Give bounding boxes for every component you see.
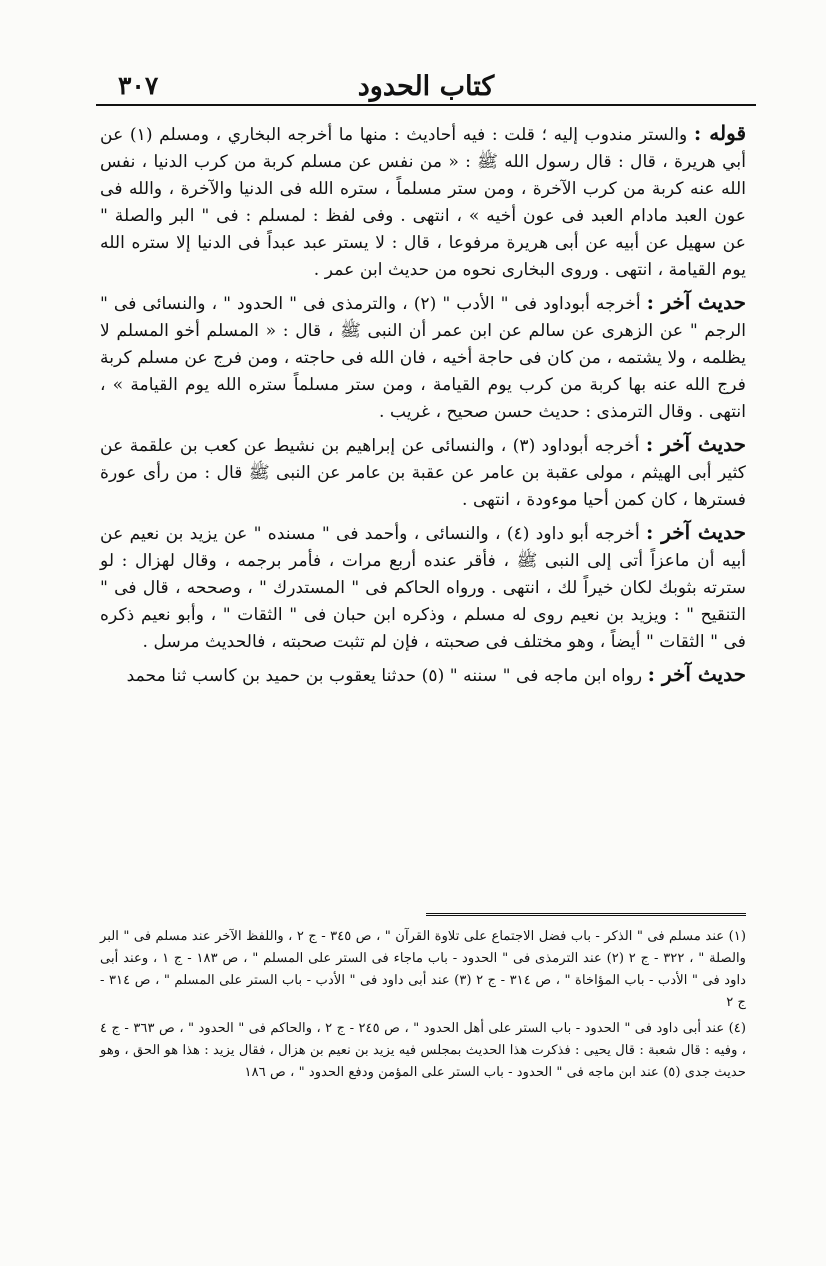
header-rule: [96, 104, 756, 106]
footnote: (٤) عند أبى داود فى " الحدود - باب الستر على أهل الحدود " ، ص ٢٤٥ - ج ٢ ، والحاكم فى " الحدود " ، ص ٣٦٣ - ج ٤ ، وفيه : قال شعبة : قال يحيى : فذكرت هذا الحديث بمجلس فيه يزيد بن نعيم بن هزال ، فقال يزيد : هذا هو الحق ، وهو حديث جدى (٥) عند ابن ماجه فى " الحدود - باب الستر على المؤمن ودفع الحدود " ، ص ١٨٦: [100, 1021, 747, 1080]
footnote-rule: [426, 913, 746, 916]
footnote: (١) عند مسلم فى " الذكر - باب فضل الاجتماع على تلاوة القرآن " ، ص ٣٤٥ - ج ٢ ، واللفظ الآخر عند مسلم فى " البر والصلة " ، ٣٢٢ - ج ٢ (٢) عند الترمذى فى " الحدود - باب ماجاء فى الستر على المسلم " ، ص ١٨٣ - ج ١ ، وعند أبى داود فى " الأدب - باب المؤاخاة " ، ص ٣١٤ - ج ٢ (٣) عند أبى داود فى " الأدب - باب الستر على المسلم " ، ص ٣١٤ - ج ٢: [100, 929, 747, 1010]
paragraph-text: رواه ابن ماجه فى " سننه " (٥) حدثنا يعقوب بن حميد بن كاسب ثنا محمد: [126, 666, 648, 686]
paragraph-text: أخرجه أبو داود (٤) ، والنسائى ، وأحمد فى " مسنده " عن يزيد بن نعيم عن أبيه أن ماعزاً أتى إلى النبى ﷺ ، فأقر عنده أربع مرات ، فأمر برجمه ، وقال لهزال : لو سترته بثوبك لكان خيراً لك ، انتهى . ورواه الحاكم فى " المستدرك " ، وصححه ، قال فى " التنقيح " : ويزيد بن نعيم روى له مسلم ، وذكره ابن حبان فى " الثقات " ، وأبو نعيم ذكره فى " الثقات " أيضاً ، وهو مختلف فى صحبته ، فإن لم تثبت صحبته ، فالحديث مرسل .: [100, 524, 746, 652]
footnotes: [100, 926, 746, 1088]
paragraph: [100, 431, 746, 514]
page-number: ٣٠٧: [118, 71, 159, 100]
main-text: [100, 120, 746, 695]
paragraph-lead: حديث آخر :: [647, 662, 746, 686]
paragraph-lead: حديث آخر :: [646, 290, 746, 314]
running-title: كتاب الحدود: [357, 71, 495, 102]
paragraph: [100, 120, 746, 284]
paragraph-lead: قوله :: [693, 121, 746, 145]
paragraph-lead: حديث آخر :: [646, 520, 746, 544]
paragraph-text: أخرجه أبوداود فى " الأدب " (٢) ، والترمذى فى " الحدود " ، والنسائى فى " الرجم " عن الزهرى عن سالم عن ابن عمر أن النبى ﷺ ، قال : « المسلم أخو المسلم لا يظلمه ، ولا يشتمه ، من كان فى حاجة أخيه ، فان الله فى حاجته ، ومن فرج عن مسلم كربة فرج الله عنه بها كربة من كرب يوم القيامة ، ومن ستر مسلماً ستره الله يوم القيامة » ، انتهى . وقال الترمذى : حديث حسن صحيح ، غريب .: [100, 294, 746, 422]
paragraph-text: أخرجه أبوداود (٣) ، والنسائى عن إبراهيم بن نشيط عن كعب بن علقمة عن كثير أبى الهيثم ، مولى عقبة بن عامر عن عقبة بن عامر عن النبى ﷺ قال : من رأى عورة فسترها ، كان كمن أحيا موءودة ، انتهى .: [100, 436, 746, 510]
paragraph: [100, 519, 746, 656]
paragraph-lead: حديث آخر :: [645, 432, 746, 456]
paragraph: [100, 661, 746, 690]
paragraph: [100, 289, 746, 426]
page-header: [96, 58, 756, 102]
paragraph-text: والستر مندوب إليه ؛ قلت : فيه أحاديث : منها ما أخرجه البخاري ، ومسلم (١) عن أبي هريرة ، قال : قال رسول الله ﷺ : « من نفس عن مسلم كربة من كرب الدنيا ، نفس الله عنه كربة من كرب الآخرة ، ومن ستر مسلماً ، ستره الله فى الدنيا والآخرة ، والله فى عون العبد مادام العبد فى عون أخيه » ، انتهى . وفى لفظ : لمسلم : فى " البر والصلة " عن سهيل عن أبيه عن أبى هريرة مرفوعا ، قال : لا يستر عبد عبداً فى الدنيا إلا ستره الله يوم القيامة ، انتهى . وروى البخارى نحوه من حديث ابن عمر .: [100, 125, 746, 280]
